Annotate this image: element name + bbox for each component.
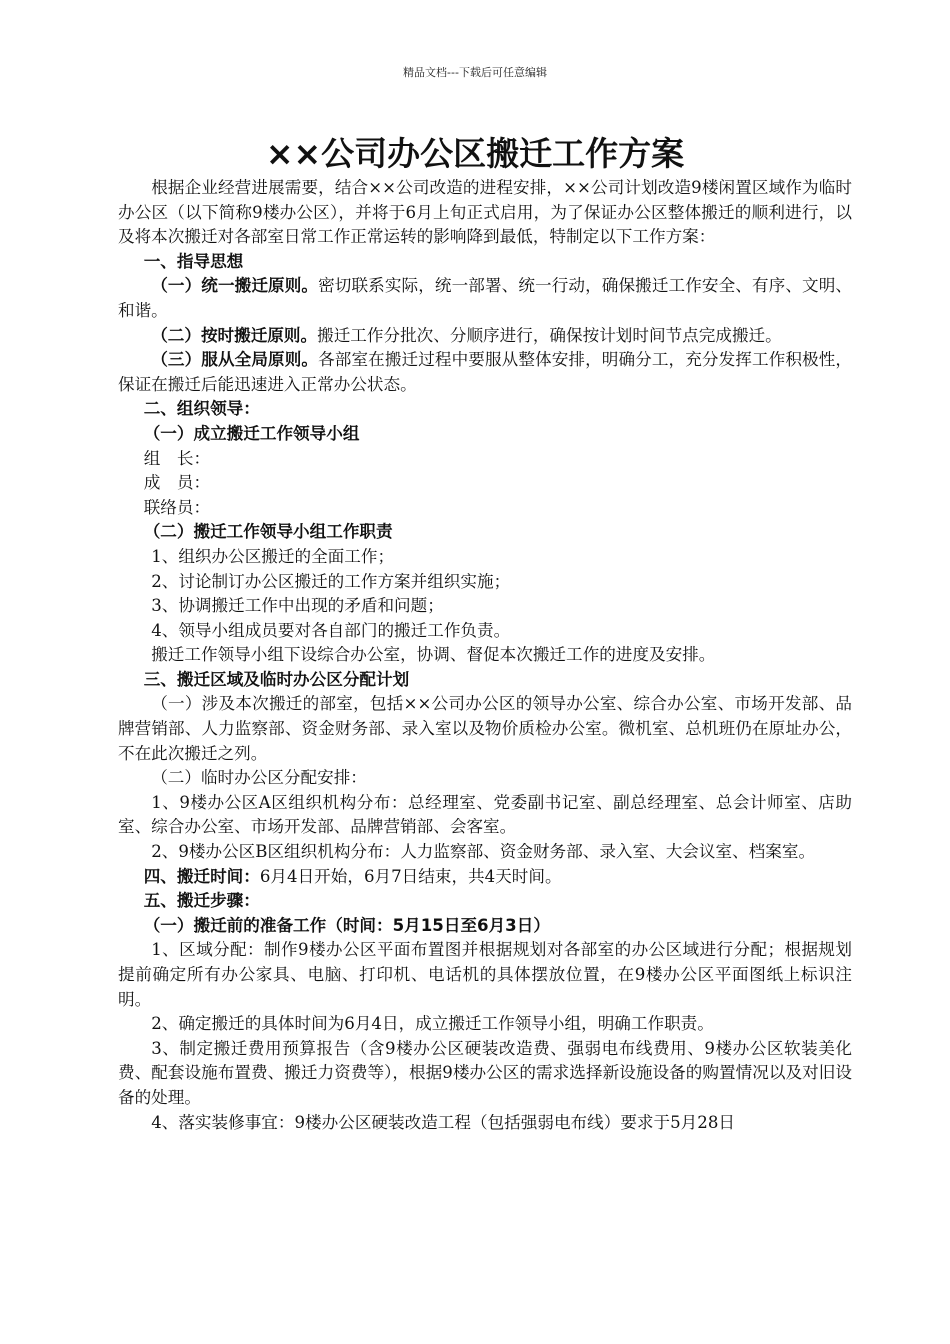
duty-item: 4、领导小组成员要对各自部门的搬迁工作负责。 — [151, 620, 511, 640]
section-3-heading: 三、搬迁区域及临时办公区分配计划 — [143, 669, 410, 689]
section-2-sub1: （一）成立搬迁工作领导小组 — [143, 423, 360, 443]
step-item: 2、确定搬迁的具体时间为6月4日，成立搬迁工作领导小组，明确工作职责。 — [151, 1014, 714, 1034]
members-line: 成 员： — [143, 473, 211, 493]
section-2-sub2: （二）搬迁工作领导小组工作职责 — [143, 522, 393, 542]
liaison-line: 联络员： — [143, 497, 211, 517]
step-item: 4、落实装修事宜：9楼办公区硬装改造工程（包括强弱电布线）要求于5月28日 — [151, 1112, 735, 1132]
section-5-heading: 五、搬迁步骤： — [143, 891, 260, 911]
step-item: 3、制定搬迁费用预算报告（含9楼办公区硬装改造费、强弱电布线费用、9楼办公区软装美化费、配套设施布置费、搬迁力资费等），根据9楼办公区的需求选择新设施设备的购置情况以及对旧设备的处理。 — [118, 1038, 852, 1107]
leader-line: 组 长： — [143, 448, 211, 468]
principle-2-text: 搬迁工作分批次、分顺序进行，确保按计划时间节点完成搬迁。 — [317, 325, 782, 345]
section-4 — [118, 865, 852, 890]
section-3-paragraph: 2、9楼办公区B区组织机构分布：人力监察部、资金财务部、录入室、大会议室、档案室。 — [151, 842, 816, 862]
principle-1-title: （一）统一搬迁原则。 — [151, 276, 319, 296]
section-4-text: 6月4日开始，6月7日结束，共4天时间。 — [259, 866, 562, 886]
principle-1 — [118, 274, 852, 323]
section-1-heading: 一、指导思想 — [143, 251, 244, 271]
principle-2-title: （二）按时搬迁原则。 — [151, 325, 318, 345]
document-title: ××公司办公区搬迁工作方案 — [265, 134, 685, 173]
header-note: 精品文档---下载后可任意编辑 — [403, 66, 547, 79]
section-3-paragraph: （一）涉及本次搬迁的部室，包括××公司办公区的领导办公室、综合办公室、市场开发部、品牌营销部、人力监察部、资金财务部、录入室以及物价质检办公室。微机室、总机班仍在原址办公，不在此次搬迁之列。 — [118, 694, 852, 763]
section-5-sub1: （一）搬迁前的准备工作（时间：5月15日至6月3日） — [143, 915, 550, 935]
duty-item: 2、讨论制订办公区搬迁的工作方案并组织实施； — [151, 571, 511, 591]
section-3-paragraph: 1、9楼办公区A区组织机构分布：总经理室、党委副书记室、副总经理室、总会计师室、店助室、综合办公室、市场开发部、品牌营销部、会客室。 — [118, 792, 852, 837]
principle-2 — [118, 324, 852, 349]
intro-paragraph: 根据企业经营进展需要，结合××公司改造的进程安排，××公司计划改造9楼闲置区域作为临时办公区（以下简称9楼办公区），并将于6月上旬正式启用，为了保证办公区整体搬迁的顺利进行，以及将本次搬迁对各部室日常工作正常运转的影响降到最低，特制定以下工作方案： — [118, 178, 852, 247]
principle-1-text: 密切联系实际，统一部署、统一行动，确保搬迁工作安全、有序、文明、和谐。 — [118, 276, 853, 320]
principle-3-text: 各部室在搬迁过程中要服从整体安排，明确分工，充分发挥工作积极性，保证在搬迁后能迅速进入正常办公状态。 — [118, 350, 853, 394]
step-item: 1、区域分配：制作9楼办公区平面布置图并根据规划对各部室的办公区域进行分配；根据规划提前确定所有办公家具、电脑、打印机、电话机的具体摆放位置，在9楼办公区平面图纸上标识注明。 — [118, 940, 852, 1009]
document-body — [118, 176, 852, 1135]
section-3-paragraph: （二）临时办公区分配安排： — [151, 768, 367, 788]
section-4-heading: 四、搬迁时间： — [143, 866, 260, 886]
section-2-heading: 二、组织领导： — [143, 399, 260, 419]
principle-3 — [118, 348, 852, 397]
duty-item: 1、组织办公区搬迁的全面工作； — [151, 546, 395, 566]
office-note: 搬迁工作领导小组下设综合办公室，协调、督促本次搬迁工作的进度及安排。 — [151, 645, 716, 665]
duty-item: 3、协调搬迁工作中出现的矛盾和问题； — [151, 596, 444, 616]
principle-3-title: （三）服从全局原则。 — [151, 350, 319, 370]
